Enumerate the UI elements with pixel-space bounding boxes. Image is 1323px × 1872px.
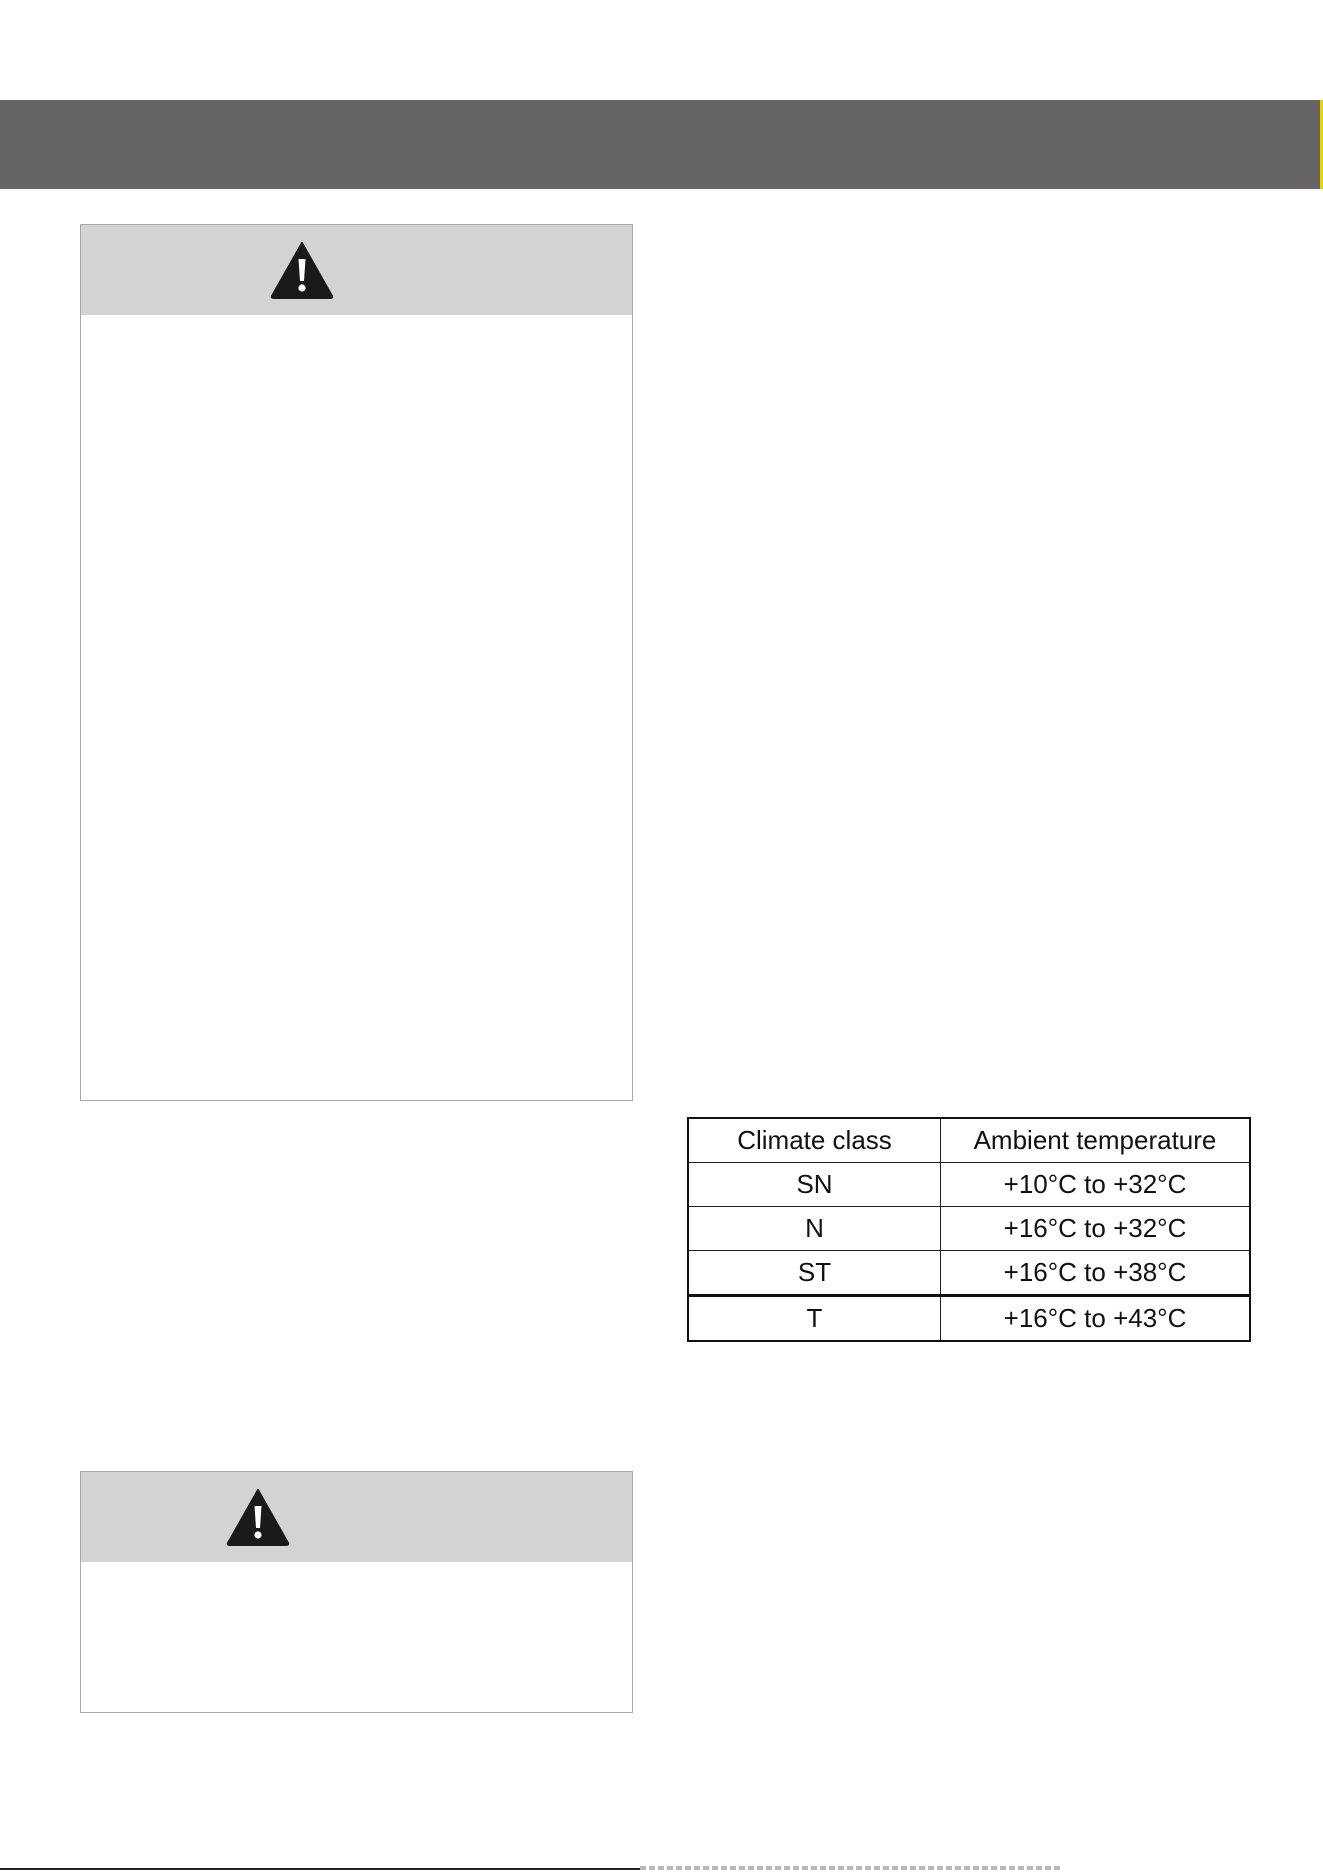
warning-triangle-icon [270, 241, 334, 299]
warning-box-bottom [80, 1471, 633, 1713]
table-row [688, 1207, 1250, 1251]
warning-header [81, 225, 632, 315]
climate-class-cell: ST [688, 1251, 941, 1296]
climate-class-table [687, 1117, 1251, 1342]
table-row [688, 1163, 1250, 1207]
footer-faint-text [640, 1866, 1060, 1870]
warning-triangle-icon [226, 1488, 290, 1546]
warning-box-top [80, 224, 633, 1101]
climate-class-cell: N [688, 1207, 941, 1251]
warning-header [81, 1472, 632, 1562]
table-row [688, 1296, 1250, 1342]
section-header-band [0, 100, 1323, 189]
temperature-range-cell: +10°C to +32°C [941, 1163, 1251, 1207]
footer-rule [0, 1868, 640, 1870]
temperature-range-cell: +16°C to +32°C [941, 1207, 1251, 1251]
table-header-row [688, 1118, 1250, 1163]
climate-class-cell: SN [688, 1163, 941, 1207]
temperature-range-cell: +16°C to +38°C [941, 1251, 1251, 1296]
warning-body [81, 1562, 632, 1594]
warning-body [81, 315, 632, 347]
column-header-ambient-temperature: Ambient temperature [941, 1118, 1251, 1163]
climate-class-cell: T [688, 1296, 941, 1342]
temperature-range-cell: +16°C to +43°C [941, 1296, 1251, 1342]
table-row [688, 1251, 1250, 1296]
column-header-climate-class: Climate class [688, 1118, 941, 1163]
